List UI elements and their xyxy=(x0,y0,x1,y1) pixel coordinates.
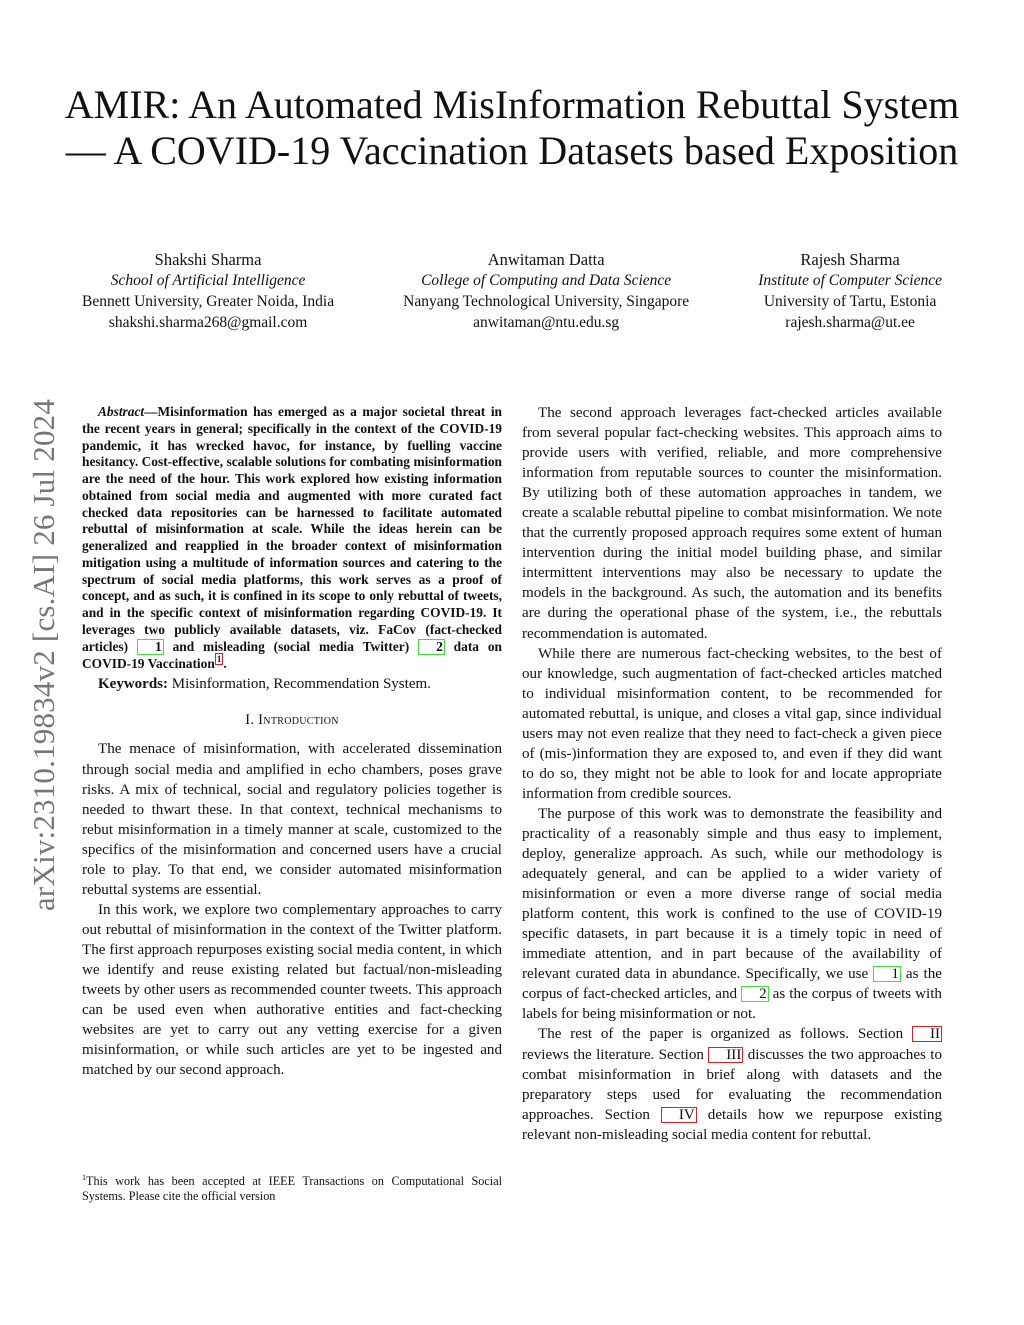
section-reference-link[interactable]: IV xyxy=(661,1107,697,1123)
paragraph xyxy=(82,900,502,1080)
citation-link[interactable]: 1 xyxy=(873,966,901,982)
footnote-link[interactable]: 1 xyxy=(216,654,222,665)
text-run: The second approach leverages fact-checked articles available from several popular fact-checking websites. This approach aims to provide users with verified, reliable, and more comprehensive information from reputable sources to counter the misinformation. By utilizing both of these automation approaches in tandem, we create a scalable rebuttal pipeline to combat misinformation. We note that the currently proposed approach requires some extent of human intervention during the initial model building phase, and similar intermittent interventions may also be necessary to update the models in the background. As such, the automation and its benefits are during the operational phase of the system, i.e., the rebuttals recommendation is automated. xyxy=(522,405,942,642)
text-run: discusses the two approaches to combat misinformation in brief along with datasets and the preparatory steps used for evaluating the recommendation approaches. Section xyxy=(522,1046,942,1123)
author-affiliation: University of Tartu, Estonia xyxy=(763,293,937,310)
text-run: reviews the literature. Section xyxy=(522,1046,709,1063)
text-run: The menace of misinformation, with accelerated dissemination through social media and amplified in echo chambers, poses grave risks. A mix of technical, social and regulatory policies together is needed to thwart these. In that context, technical mechanisms to rebut misinformation in a timely manner at scale, customized to the specifics of the misinformation and concerned users have a crucial role to play. To that end, we consider automated misinformation rebuttal systems are essential. xyxy=(82,741,502,898)
author-department: Institute of Computer Science xyxy=(758,272,942,289)
text-run: . xyxy=(223,655,227,671)
right-column xyxy=(522,403,942,1145)
text-run: —Misinformation has emerged as a major societal threat in the recent years in general; specifically in the context of the COVID-19 pandemic, it has wrecked havoc, for instance, by fuelling vaccine hesitancy. Cost-effective, scalable solutions for combating misinformation are the need of the hour. This work explored how existing information obtained from social media and augmented with more curated fact checked data repositories can be harnessed to facilitate automated rebuttal of misinformation at scale. While the ideas herein can be generalized and reapplied in the broader context of misinformation mitigation using a multitude of information sources and catering to the spectrum of social media platforms, this work serves as a proof of concept, and as such, it is confined in its scope to only rebuttal of tweets, and in the specific context of misinformation regarding COVID-19. It leverages two publicly available datasets, viz. FaCov (fact-checked articles) xyxy=(82,404,502,654)
footnote-mark: 1 xyxy=(82,1173,86,1182)
footnote xyxy=(82,1170,502,1204)
author-affiliation: Bennett University, Greater Noida, India xyxy=(82,293,335,310)
paragraph xyxy=(522,403,942,644)
text-run: as the corpus of fact-checked articles, and xyxy=(522,966,942,1003)
citation-link[interactable]: 2 xyxy=(418,639,445,655)
text-run: The rest of the paper is organized as follows. Section xyxy=(538,1026,912,1043)
text-run: and misleading (social media Twitter) xyxy=(163,638,419,654)
author-affiliation: Nanyang Technological University, Singapore xyxy=(403,293,690,310)
text-run: details how we repurpose existing relevant non-misleading social media content for rebuttal. xyxy=(522,1106,943,1143)
citation-link[interactable]: 1 xyxy=(137,639,164,655)
abstract-label: Abstract xyxy=(98,404,145,419)
author-1 xyxy=(403,249,689,333)
author-email: shakshi.sharma268@gmail.com xyxy=(108,314,308,331)
paragraph xyxy=(522,804,942,1025)
author-block xyxy=(82,249,942,333)
left-column xyxy=(82,404,502,1080)
keywords-text: Misinformation, Recommendation System. xyxy=(171,676,431,693)
author-email: rajesh.sharma@ut.ee xyxy=(785,314,915,331)
paragraph xyxy=(82,739,502,899)
section-heading: I. Introduction xyxy=(245,712,339,729)
keywords xyxy=(82,674,502,694)
abstract xyxy=(82,404,502,672)
author-2 xyxy=(758,249,942,333)
author-email: anwitaman@ntu.edu.sg xyxy=(473,314,620,331)
author-department: College of Computing and Data Science xyxy=(421,272,672,289)
citation-link[interactable]: 2 xyxy=(741,986,769,1002)
author-department: School of Artificial Intelligence xyxy=(110,272,306,289)
text-run: as the corpus of tweets with labels for being misinformation or not. xyxy=(522,986,942,1023)
section-reference-link[interactable]: III xyxy=(708,1047,743,1063)
text-run: The purpose of this work was to demonstrate the feasibility and practicality of a reasonably simple and thus easy to implement, deploy, generalize approach. As such, while our methodology is adequately general, and can be applied to a wider variety of misinformation or even a more diverse range of social media platform content, this work is confined to the use of COVID-19 specific datasets, in part because it is a timely topic in need of immediate attention, and in part because of the availability of relevant curated data in abundance. Specifically, we use xyxy=(522,805,942,983)
text-run: While there are numerous fact-checking websites, to the best of our knowledge, such augmentation of fact-checked articles matched to individual misinformation content, to be recommended for automated rebuttal, is unique, and closes a vital gap, since individual users may not even realize that they need to fact-check a given piece of (mis-)information they are exposed to, and even if they did want to do so, they might not be able to look for and locate appropriate information from credible sources. xyxy=(522,645,942,802)
footnote-text: This work has been accepted at IEEE Transactions on Computational Social Systems. Please cite the official version xyxy=(82,1174,502,1204)
author-name: Shakshi Sharma xyxy=(154,250,262,269)
paragraph xyxy=(522,1024,942,1144)
paragraph xyxy=(522,644,942,804)
paper-title: AMIR: An Automated MisInformation Rebuttal System — A COVID-19 Vaccination Datasets based Exposition xyxy=(64,82,960,173)
author-name: Anwitaman Datta xyxy=(487,250,605,269)
author-0 xyxy=(82,249,334,333)
keywords-label: Keywords: xyxy=(98,676,168,693)
author-name: Rajesh Sharma xyxy=(800,250,900,269)
text-run: data on COVID-19 Vaccination xyxy=(82,638,503,671)
text-run: In this work, we explore two complementary approaches to carry out rebuttal of misinformation in the context of the Twitter platform. The first approach repurposes existing social media content, in which we identify and reuse existing related but factual/non-misleading tweets by other users as recommended counter tweets. This approach can be used even when authorative entities and fact-checking websites are yet to carry out any vetting exercise for a given misinformation, or while such articles are yet to be ingested and matched by our second approach. xyxy=(82,901,502,1079)
arxiv-identifier: arXiv:2310.19834v2 [cs.AI] 26 Jul 2024 xyxy=(26,398,61,912)
section-reference-link[interactable]: II xyxy=(912,1026,942,1042)
